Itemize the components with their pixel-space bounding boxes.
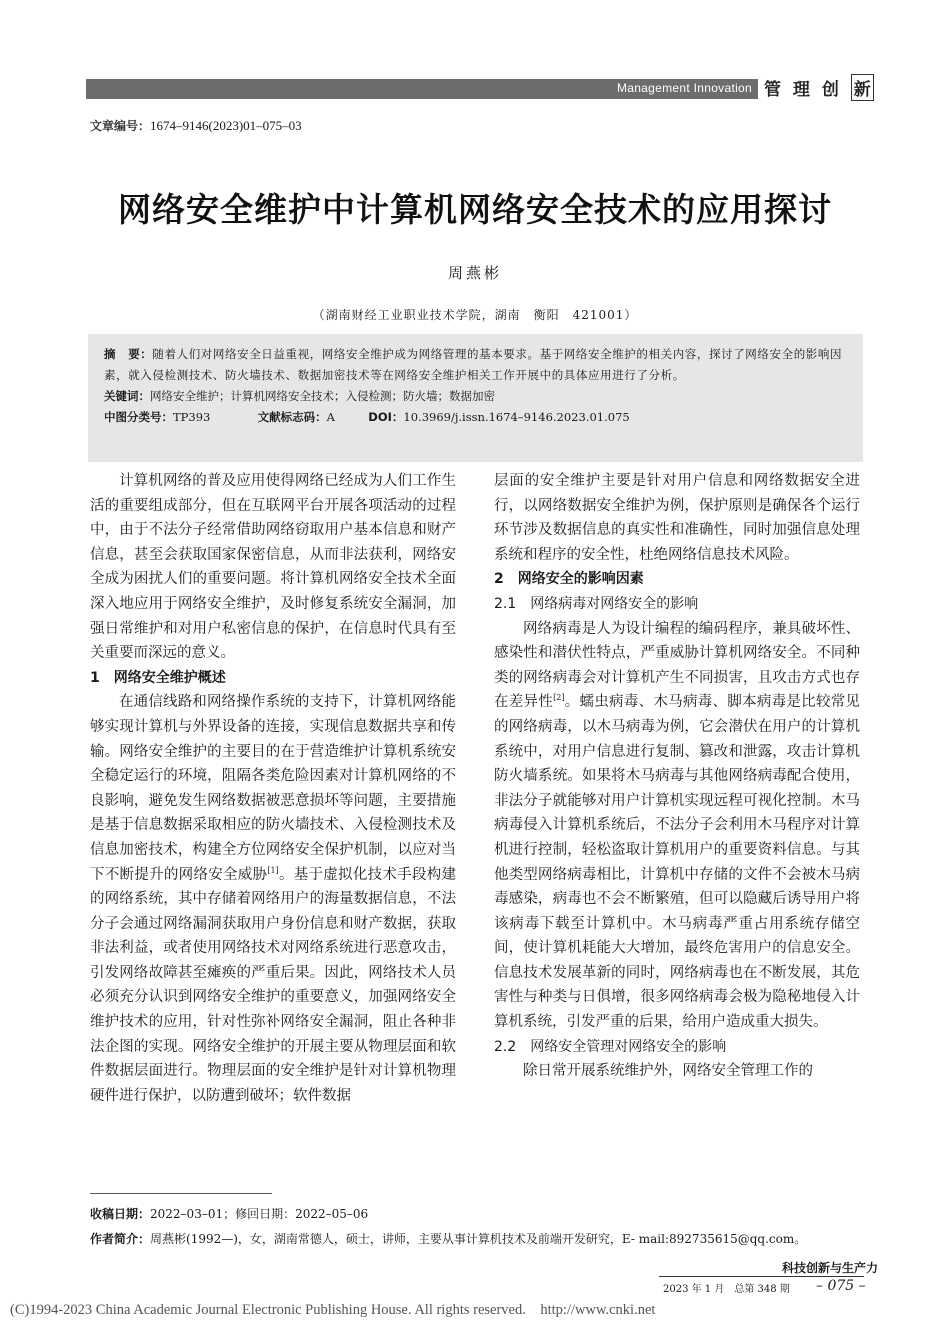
keywords xyxy=(104,386,847,407)
subsection-heading-2-2: 2.2 网络安全管理对网络安全的影响 xyxy=(494,1038,727,1055)
doc-code-value: A xyxy=(326,410,335,424)
dates-value: 2022–03–01；修回日期：2022–05–06 xyxy=(150,1207,369,1221)
section-2-1-paragraph xyxy=(494,617,860,1035)
continued-paragraph: 层面的安全维护主要是针对用户信息和网络数据安全进行，以网络数据安全维护为例，保护原则是确保各个运行环节涉及数据信息的真实性和准确性，同时加强信息处理系统和程序的安全性，杜绝网络信息技术风险。 xyxy=(494,473,860,563)
author-bio-text: 周燕彬(1992—)，女，湖南常德人，硕士，讲师，主要从事计算机技术及前端开发研究，E- mail:892735615@qq.com。 xyxy=(150,1232,807,1246)
reference-2: [2] xyxy=(553,693,565,703)
journal-name-en: Management Innovation xyxy=(616,81,752,95)
doc-code-label: 文献标志码： xyxy=(257,410,327,424)
footnote-dates xyxy=(90,1205,368,1223)
left-column xyxy=(90,469,456,1108)
section-2-1-text-a: 网络病毒是人为设计编程的编码程序，兼具破坏性、感染性和潜伏性特点，严重威胁计算机网络安全。不同种类的网络病毒会对计算机产生不同损害，且攻击方式也存在差异性 xyxy=(494,620,860,711)
doi-label: DOI： xyxy=(368,410,404,424)
header-band xyxy=(86,79,758,99)
journal-name-cn xyxy=(764,74,874,101)
right-column xyxy=(494,469,860,1084)
section-heading-2: 2 网络安全的影响因素 xyxy=(494,571,644,588)
footnote-author xyxy=(90,1230,806,1248)
clc-value: TP393 xyxy=(173,410,211,424)
abstract xyxy=(104,344,847,386)
clc-label: 中图分类号： xyxy=(104,410,173,424)
subsection-heading-2-1: 2.1 网络病毒对网络安全的影响 xyxy=(494,595,699,612)
page-number: – 075 – xyxy=(816,1278,866,1294)
section-2-1-text-b: 。蠕虫病毒、木马病毒、脚本病毒是比较常见的网络病毒，以木马病毒为例，它会潜伏在用户的计算机系统中，对用户信息进行复制、篡改和泄露，攻击计算机防火墙系统。如果将木马病毒与其他网络病毒配合使用，非法分子就能够对用户计算机实现远程可视化控制。木马病毒侵入计算机系统后，不法分子会利用木马程序对计算机进行控制，轻松盗取计算机用户的重要资料信息。与其他类型网络病毒相比，计算机中存储的文件不会被木马病毒感染，病毒也不会不断繁殖，但可以隐藏后诱导用户将该病毒下载至计算机中。木马病毒严重占用系统存储空间，使计算机耗能大大增加，最终危害用户的信息安全。信息技术发展革新的同时，网络病毒也在不断发展，其危害性与种类与日俱增，很多网络病毒会极为隐秘地侵入计算机系统，引发严重的后果，给用户造成重大损失。 xyxy=(494,694,860,1031)
copyright-notice: (C)1994-2023 China Academic Journal Electronic Publishing House. All rights reserved. http://www.cnki.net xyxy=(10,1302,656,1318)
footnote-divider xyxy=(90,1193,272,1194)
keywords-label: 关键词： xyxy=(104,389,150,403)
journal-name-cn-prefix: 管 理 创 xyxy=(764,80,842,100)
article-number-value: 1674–9146(2023)01–075–03 xyxy=(150,118,302,133)
intro-paragraph: 计算机网络的普及应用使得网络已经成为人们工作生活的重要组成部分，但在互联网平台开展各项活动的过程中，由于不法分子经常借助网络窃取用户基本信息和财产信息，甚至会获取国家保密信息，从而非法获利，网络安全成为困扰人们的重要问题。将计算机网络安全技术全面深入地应用于网络安全维护，及时修复系统安全漏洞，加强日常维护和对用户私密信息的保护，在信息时代具有至关重要而深远的意义。 xyxy=(90,473,456,662)
section-1-paragraph xyxy=(90,690,456,1108)
section-1-text-a: 在通信线路和网络操作系统的支持下，计算机网络能够实现计算机与外界设备的连接，实现信息数据共享和传输。网络安全维护的主要目的在于营造维护计算机系统安全稳定运行的环境，阻隔各类危险因素对计算机网络的不良影响，避免发生网络数据被恶意损坏等问题，主要措施是基于信息数据采取相应的防火墙技术、入侵检测技术及信息加密技术，构建全方位网络安全保护机制，以应对当下不断提升的网络安全威胁 xyxy=(90,694,456,883)
section-1-text-b: 。基于虚拟化技术手段构建的网络系统，其中存储着网络用户的海量数据信息，不法分子会通过网络漏洞获取用户身份信息和财产数据，获取非法利益，或者使用网络技术对网络系统进行恶意攻击，引发网络故障甚至瘫痪的严重后果。因此，网络技术人员必须充分认识到网络安全维护的重要意义，加强网络安全维护技术的应用，针对性弥补网络安全漏洞，阻止各种非法企图的实现。网络安全维护的开展主要从物理层面和软件数据层面进行。物理层面的安全维护是针对计算机物理硬件进行保护，以防遭到破坏；软件数据 xyxy=(90,866,456,1104)
page-title: 网络安全维护中计算机网络安全技术的应用探讨 xyxy=(118,190,832,229)
dates-label: 收稿日期： xyxy=(90,1207,151,1221)
author-affiliation: （湖南财经工业职业技术学院，湖南 衡阳 421001） xyxy=(312,308,638,322)
abstract-box xyxy=(88,334,863,462)
footer-issue: 2023 年 1 月 总第 348 期 xyxy=(663,1284,790,1295)
keywords-text: 网络安全维护；计算机网络安全技术；入侵检测；防火墙；数据加密 xyxy=(150,389,495,403)
footer-brand: 科技创新与生产力 xyxy=(782,1261,879,1275)
author-bio-label: 作者简介： xyxy=(90,1232,151,1246)
journal-name-cn-box: 新 xyxy=(851,74,874,101)
footer-divider xyxy=(659,1276,864,1277)
section-heading-1: 1 网络安全维护概述 xyxy=(90,669,226,686)
section-2-2-paragraph: 除日常开展系统维护外，网络安全管理工作的 xyxy=(523,1063,813,1080)
author-name: 周燕彬 xyxy=(447,264,502,282)
article-number xyxy=(90,117,302,134)
classification-row xyxy=(104,407,847,428)
reference-1: [1] xyxy=(267,865,279,875)
article-number-label: 文章编号： xyxy=(90,119,151,133)
abstract-text: 随着人们对网络安全日益重视，网络安全维护成为网络管理的基本要求。基于网络安全维护的相关内容，探讨了网络安全的影响因素，就入侵检测技术、防火墙技术、数据加密技术等在网络安全维护相关工作开展中的具体应用进行了分析。 xyxy=(104,347,843,382)
doi-value: 10.3969/j.issn.1674–9146.2023.01.075 xyxy=(403,410,630,424)
abstract-label: 摘 要： xyxy=(104,347,153,361)
